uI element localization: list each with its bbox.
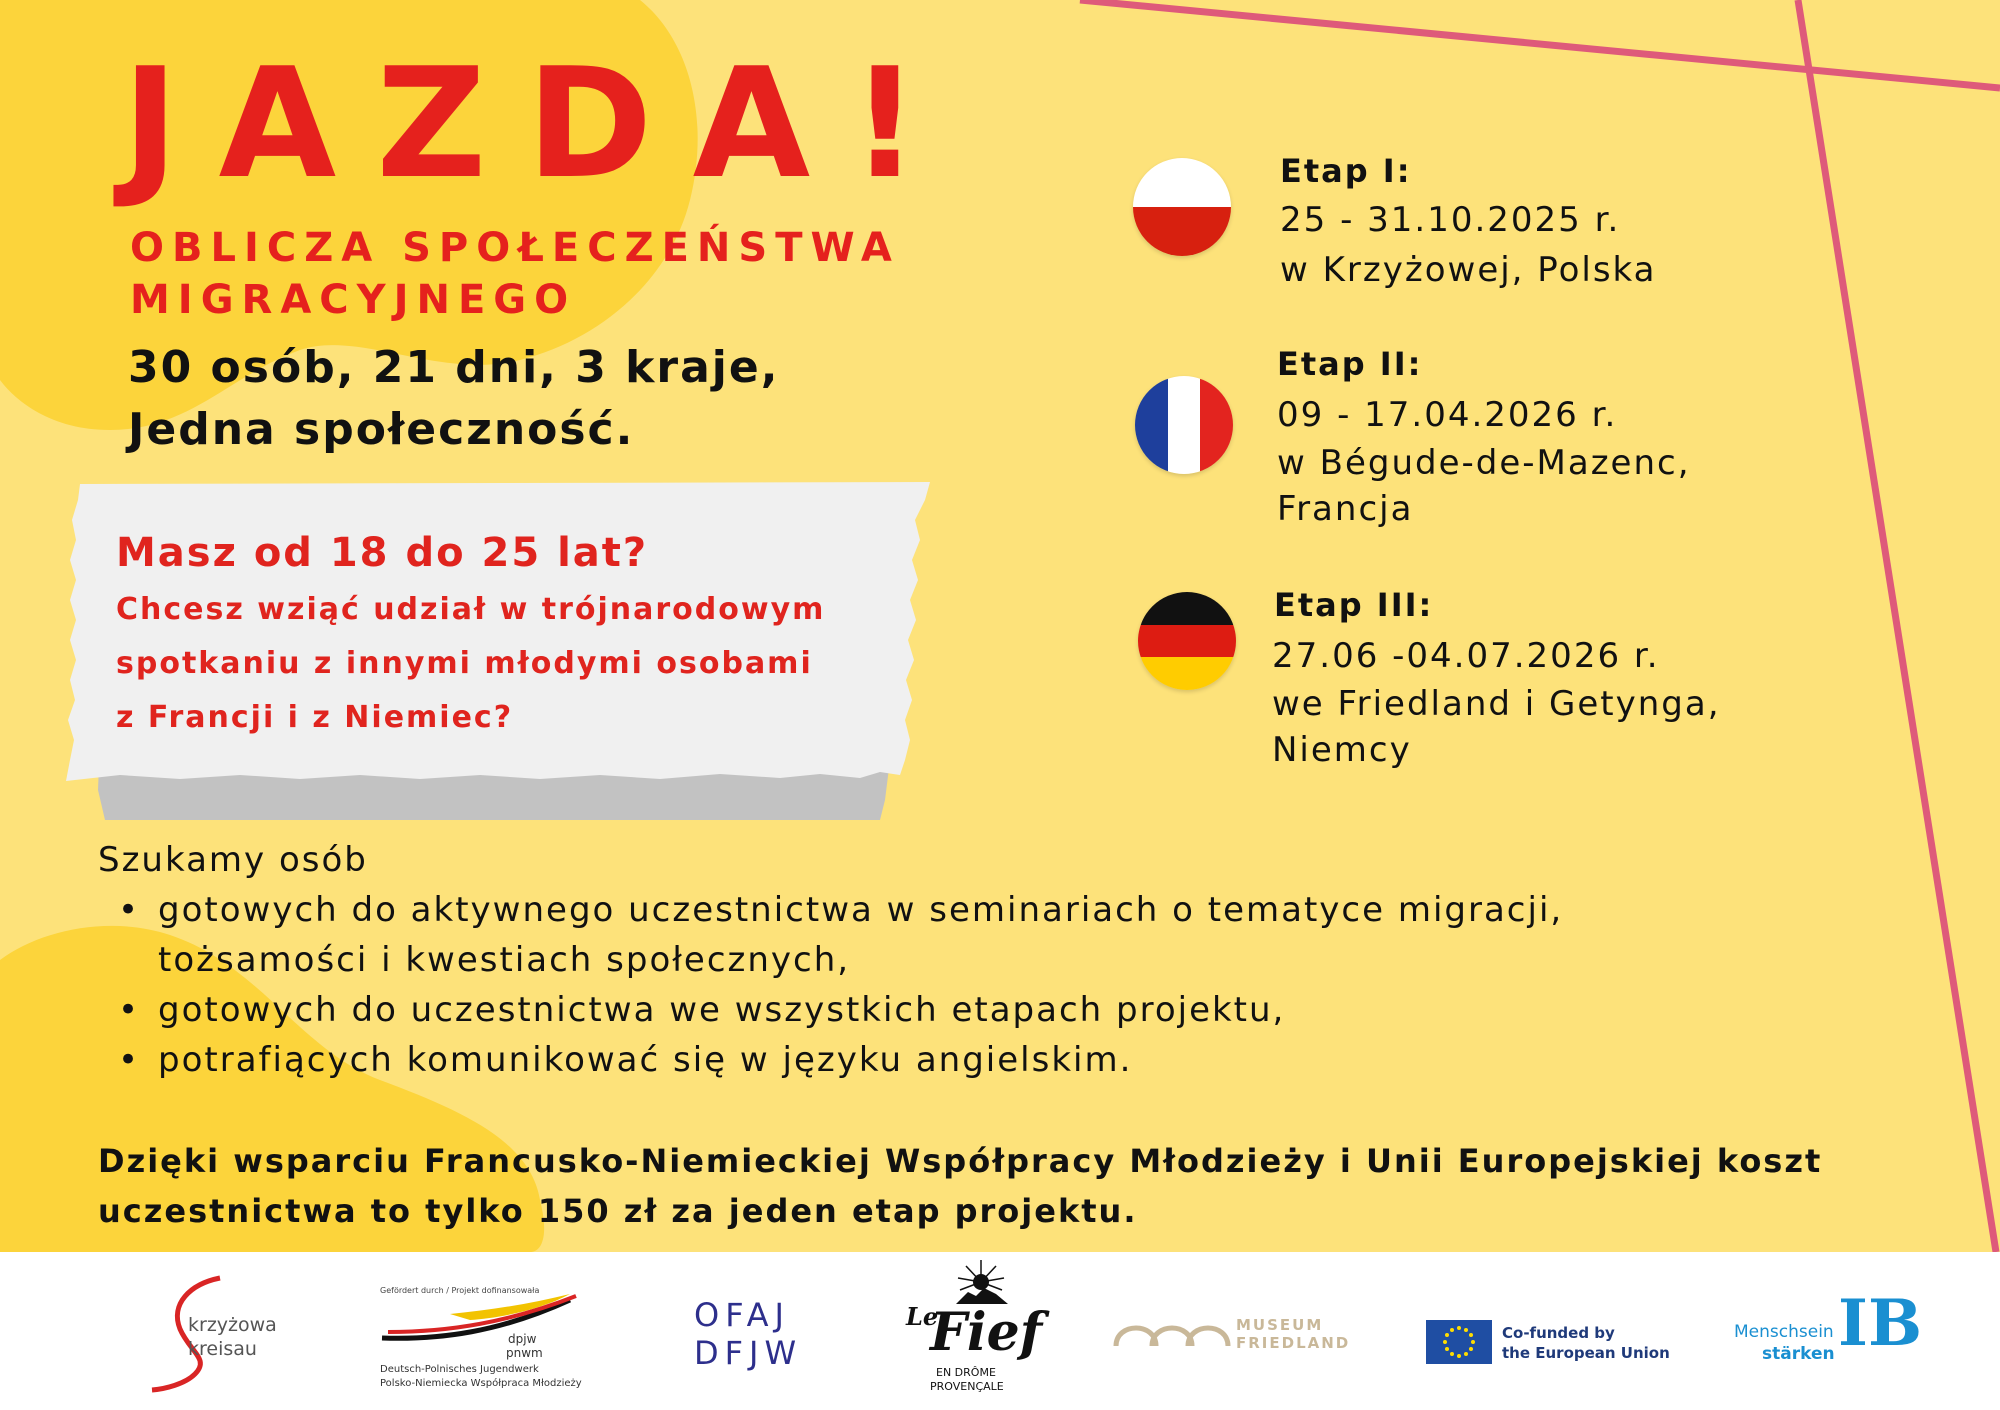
museum-line-2: FRIEDLAND [1236, 1334, 1351, 1352]
ib-line-2: stärken [1762, 1344, 1835, 1364]
eu-line-1: Co-funded by [1502, 1324, 1615, 1342]
stage-2-country: Francja [1277, 489, 1414, 529]
age-question: Masz od 18 do 25 lat? [116, 530, 649, 576]
main-title: JAZDA! [122, 35, 960, 212]
krzyzowa-logo-line-2: kreisau [188, 1338, 257, 1360]
bullet-1: • [118, 890, 139, 930]
france-flag-icon [1135, 376, 1233, 474]
le-fief-line-1: EN DRÔME [936, 1366, 996, 1379]
ib-line-1: Menschsein [1734, 1322, 1834, 1342]
stage-3-title: Etap III: [1274, 586, 1434, 624]
stage-1-location: w Krzyżowej, Polska [1280, 250, 1657, 290]
dpjw-mark-1: dpjw [508, 1332, 537, 1346]
question-line-2: spotkaniu z innymi młodymi osobami [116, 646, 813, 681]
eu-line-2: the European Union [1502, 1344, 1670, 1362]
museum-friedland-arcs-icon [1112, 1312, 1232, 1348]
museum-line-1: MUSEUM [1236, 1316, 1324, 1334]
stage-2-title: Etap II: [1277, 345, 1423, 383]
stage-2-dates: 09 - 17.04.2026 r. [1277, 395, 1618, 435]
question-line-3: z Francji i z Niemiec? [116, 700, 514, 735]
stage-3-country: Niemcy [1272, 730, 1412, 770]
krzyzowa-logo-line-1: krzyżowa [188, 1314, 277, 1336]
requirements-intro: Szukamy osób [98, 840, 368, 880]
dpjw-mark-2: pnwm [506, 1346, 543, 1360]
question-line-1: Chcesz wziąć udział w trójnarodowym [116, 592, 826, 627]
funding-line-2: uczestnictwa to tylko 150 zł za jeden etap projektu. [98, 1192, 1138, 1230]
stage-1-dates: 25 - 31.10.2025 r. [1280, 200, 1621, 240]
le-fief-sun-icon [946, 1258, 1016, 1306]
requirement-item-1-continued: tożsamości i kwestiach społecznych, [158, 940, 851, 980]
le-fief-line-2: PROVENÇALE [930, 1380, 1004, 1393]
dfjw-logo-text: DFJW [694, 1334, 803, 1372]
requirement-item-1: gotowych do aktywnego uczestnictwa w seminariach o tematyce migracji, [158, 890, 1564, 930]
eu-flag-icon [1426, 1320, 1492, 1364]
germany-flag-icon [1138, 592, 1236, 690]
funding-line-1: Dzięki wsparciu Francusko-Niemieckiej Współpracy Młodzieży i Unii Europejskiej koszt [98, 1142, 1823, 1180]
bullet-2: • [118, 990, 139, 1030]
stage-2-location: w Bégude-de-Mazenc, [1277, 443, 1691, 483]
ib-logo-mark: IB [1838, 1286, 1923, 1361]
subtitle-line-2: MIGRACYJNEGO [130, 277, 577, 323]
dpjw-line-1: Deutsch-Polnisches Jugendwerk [380, 1364, 539, 1375]
requirement-item-3: potrafiących komunikować się w języku angielskim. [158, 1040, 1133, 1080]
ofaj-logo-text: OFAJ [694, 1296, 790, 1334]
dpjw-swoosh-icon [380, 1292, 580, 1348]
stage-3-dates: 27.06 -04.07.2026 r. [1272, 636, 1660, 676]
le-fief-le: Le [906, 1302, 939, 1331]
torn-paper [66, 482, 930, 781]
poland-flag-icon [1133, 158, 1231, 256]
stage-1-title: Etap I: [1280, 152, 1412, 190]
tagline-line-1: 30 osób, 21 dni, 3 kraje, [128, 342, 780, 393]
le-fief-name: Fief [930, 1302, 1043, 1363]
requirement-item-2: gotowych do uczestnictwa we wszystkich etapach projektu, [158, 990, 1286, 1030]
dpjw-top-text: Gefördert durch / Projekt dofinansowała [380, 1286, 540, 1295]
dpjw-line-2: Polsko-Niemiecka Współpraca Młodzieży [380, 1378, 582, 1389]
bullet-3: • [118, 1040, 139, 1080]
subtitle-line-1: OBLICZA SPOŁECZEŃSTWA [130, 225, 900, 271]
tagline-line-2: Jedna społeczność. [128, 404, 635, 455]
stage-3-location: we Friedland i Getynga, [1272, 684, 1721, 724]
partner-logos-footer [0, 1252, 2000, 1410]
